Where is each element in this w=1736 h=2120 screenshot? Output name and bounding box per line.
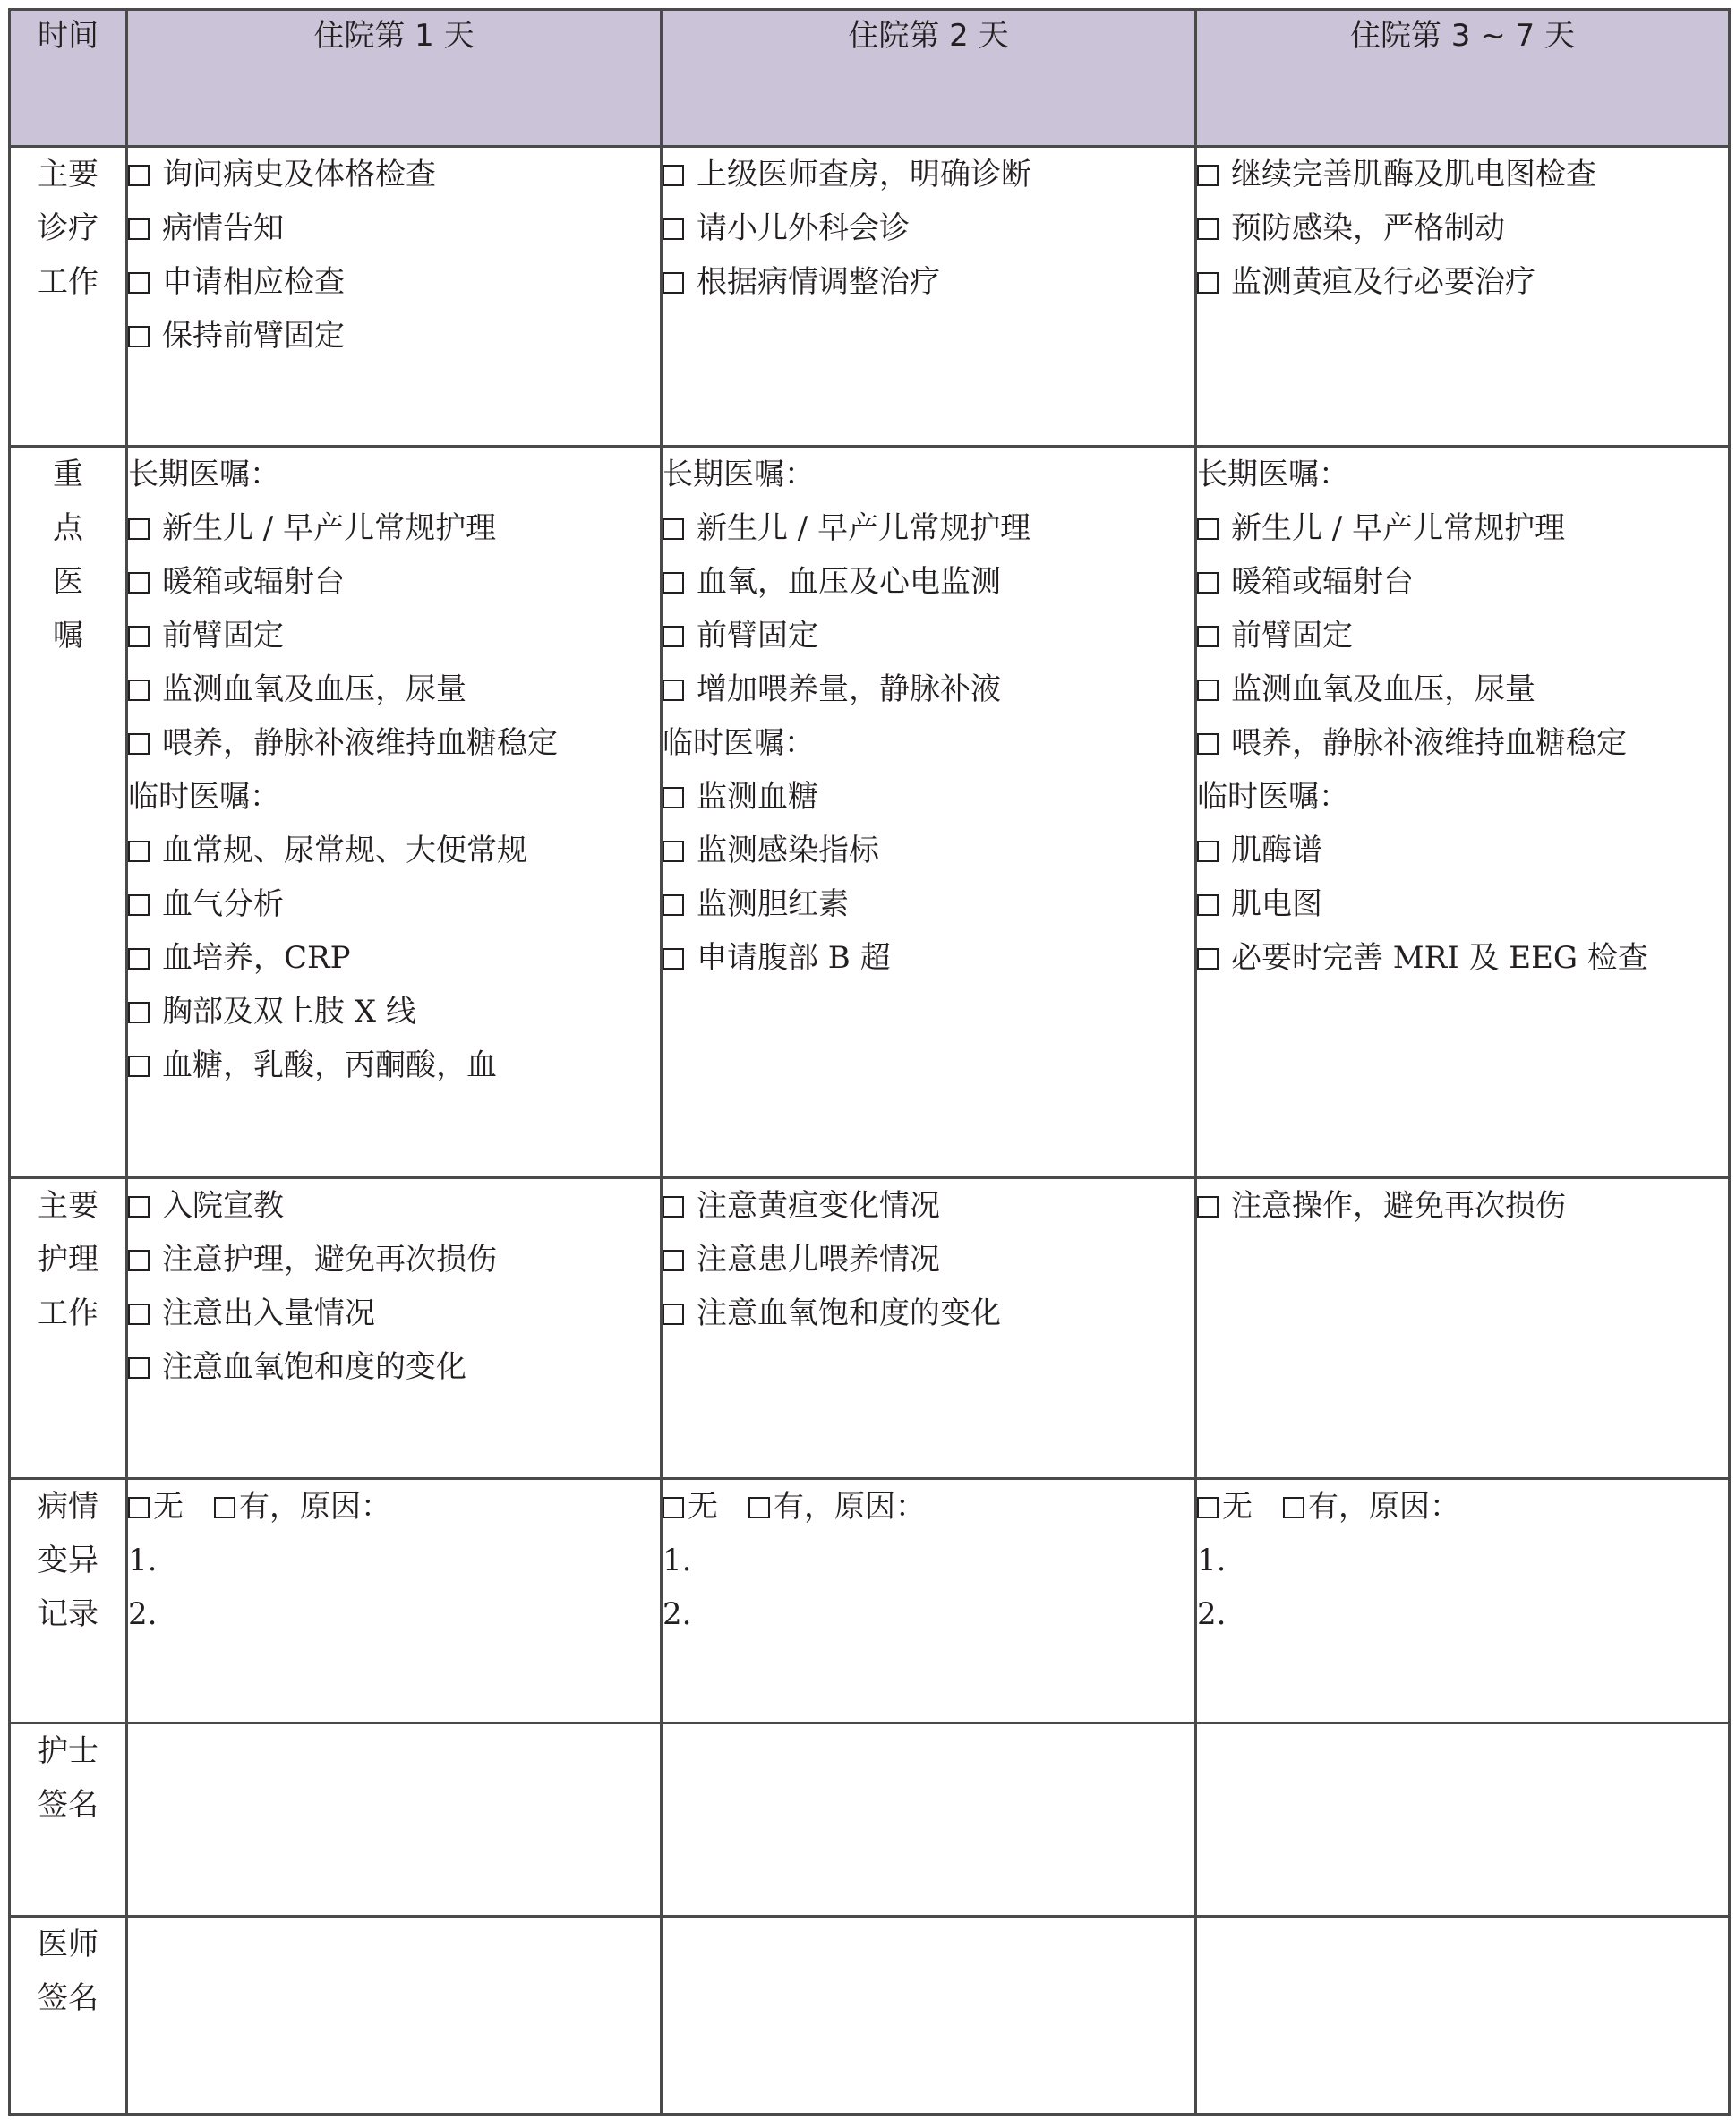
- nursing-row: [10, 1178, 1730, 1479]
- checkbox[interactable]: [128, 948, 150, 970]
- checklist-item-label: 前臂固定: [1231, 618, 1353, 654]
- checklist-item: [1197, 201, 1728, 255]
- label-line: 变异: [38, 1543, 98, 1578]
- label-line: 医: [53, 564, 83, 600]
- diagnosis-day2-cell: [662, 147, 1196, 447]
- checkbox-yes[interactable]: [1283, 1497, 1304, 1518]
- checklist-item-label: 注意出入量情况: [162, 1295, 375, 1331]
- checkbox-none[interactable]: [128, 1497, 150, 1518]
- orders-day1-long-term: [128, 501, 660, 770]
- checklist-item-label: 病情告知: [162, 210, 284, 246]
- variance-line-1[interactable]: 1.: [663, 1543, 692, 1578]
- checkbox[interactable]: [1197, 572, 1219, 594]
- checkbox[interactable]: [663, 272, 684, 294]
- row-label-diagnosis: [10, 147, 127, 447]
- checkbox[interactable]: [128, 1056, 150, 1077]
- variance-day2-cell: [662, 1479, 1196, 1723]
- orders-day2-temporary: [663, 770, 1194, 985]
- label-line: 诊疗: [38, 210, 98, 246]
- checklist-item: [128, 255, 660, 309]
- checkbox[interactable]: [1197, 948, 1219, 970]
- checklist-item: [1197, 931, 1728, 985]
- orders-day1-temporary: [128, 824, 660, 1092]
- orders-row: [10, 447, 1730, 1178]
- checklist-item-label: 监测血氧及血压，尿量: [162, 671, 466, 707]
- label-line: 签名: [38, 1787, 98, 1823]
- checklist-item: [663, 931, 1194, 985]
- checkbox[interactable]: [128, 1357, 150, 1379]
- checklist-item-label: 注意黄疸变化情况: [697, 1188, 940, 1224]
- checklist-item-label: 注意血氧饱和度的变化: [697, 1295, 1001, 1331]
- nursing-day3-7-list: [1197, 1179, 1728, 1233]
- checklist-item: [1197, 1179, 1728, 1233]
- orders-day3-7-temporary: [1197, 824, 1728, 985]
- checklist-item-label: 注意操作，避免再次损伤: [1231, 1188, 1566, 1224]
- checklist-item: [663, 148, 1194, 201]
- checkbox-none[interactable]: [663, 1497, 684, 1518]
- doctor-signature-day2[interactable]: [662, 1917, 1196, 2115]
- checkbox[interactable]: [128, 518, 150, 540]
- header-day1: 住院第 1 天: [127, 10, 662, 147]
- option-none-label: 无: [153, 1489, 184, 1525]
- checklist-item-label: 新生儿 / 早产儿常规护理: [1231, 510, 1566, 546]
- checkbox[interactable]: [128, 841, 150, 862]
- header-day3-7: 住院第 3 ~ 7 天: [1196, 10, 1730, 147]
- checkbox[interactable]: [663, 894, 684, 916]
- checklist-item: [1197, 555, 1728, 609]
- checkbox[interactable]: [1197, 272, 1219, 294]
- diagnosis-day3-7-list: [1197, 148, 1728, 309]
- checklist-item: [1197, 877, 1728, 931]
- option-none-label: 无: [1222, 1489, 1253, 1525]
- checklist-item: [663, 255, 1194, 309]
- checklist-item-label: 血常规、尿常规、大便常规: [162, 833, 527, 868]
- checkbox[interactable]: [663, 518, 684, 540]
- checklist-item: [663, 770, 1194, 824]
- checklist-item-label: 注意血氧饱和度的变化: [162, 1349, 466, 1385]
- nursing-day1-cell: [127, 1178, 662, 1479]
- checklist-item-label: 增加喂养量，静脉补液: [697, 671, 1001, 707]
- checklist-item: [663, 662, 1194, 716]
- checklist-item-label: 监测血糖: [697, 779, 818, 815]
- checklist-item: [1197, 609, 1728, 662]
- checkbox[interactable]: [128, 680, 150, 701]
- checklist-item-label: 新生儿 / 早产儿常规护理: [162, 510, 497, 546]
- variance-line-1[interactable]: 1.: [1197, 1543, 1227, 1578]
- doctor-signature-row: [10, 1917, 1730, 2115]
- checklist-item: [663, 1179, 1194, 1233]
- checklist-item-label: 喂养，静脉补液维持血糖稳定: [162, 725, 558, 761]
- option-yes-label: 有，原因：: [774, 1489, 926, 1525]
- checklist-item: [663, 1287, 1194, 1340]
- checkbox[interactable]: [663, 218, 684, 240]
- label-line: 病情: [38, 1489, 98, 1525]
- checklist-item: [128, 985, 660, 1039]
- diagnosis-day1-list: [128, 148, 660, 363]
- checkbox[interactable]: [1197, 1196, 1219, 1218]
- checklist-item-label: 血培养，CRP: [162, 940, 351, 976]
- checklist-item-label: 暖箱或辐射台: [1231, 564, 1414, 600]
- checklist-item-label: 前臂固定: [162, 618, 284, 654]
- variance-line-1[interactable]: 1.: [128, 1543, 158, 1578]
- checkbox-none[interactable]: [1197, 1497, 1219, 1518]
- variance-options: [1197, 1480, 1728, 1534]
- doctor-signature-day3-7[interactable]: [1196, 1917, 1730, 2115]
- checkbox[interactable]: [663, 787, 684, 808]
- checklist-item-label: 喂养，静脉补液维持血糖稳定: [1231, 725, 1627, 761]
- label-line: 医师: [38, 1927, 98, 1962]
- option-none-label: 无: [688, 1489, 718, 1525]
- label-line: 重: [53, 457, 83, 492]
- checkbox[interactable]: [128, 1304, 150, 1325]
- checklist-item-label: 询问病史及体格检查: [162, 157, 436, 192]
- checklist-item: [1197, 824, 1728, 877]
- checklist-item-label: 注意护理，避免再次损伤: [162, 1242, 497, 1278]
- row-label-orders: [10, 447, 127, 1178]
- checklist-item: [1197, 501, 1728, 555]
- temporary-orders-heading: 临时医嘱：: [128, 779, 280, 815]
- clinical-pathway-table: [8, 8, 1731, 2116]
- checkbox[interactable]: [663, 948, 684, 970]
- checkbox[interactable]: [663, 1196, 684, 1218]
- checkbox[interactable]: [128, 165, 150, 186]
- row-label-nurse-signature: [10, 1723, 127, 1917]
- checkbox[interactable]: [663, 626, 684, 647]
- checklist-item: [128, 148, 660, 201]
- checklist-item-label: 请小儿外科会诊: [697, 210, 910, 246]
- checklist-item: [128, 555, 660, 609]
- checklist-item: [128, 1233, 660, 1287]
- nurse-signature-day3-7[interactable]: [1196, 1723, 1730, 1917]
- checklist-item-label: 注意患儿喂养情况: [697, 1242, 940, 1278]
- checklist-item: [663, 501, 1194, 555]
- checklist-item: [663, 609, 1194, 662]
- label-line: 主要: [38, 157, 98, 192]
- checkbox[interactable]: [1197, 841, 1219, 862]
- diagnosis-day2-list: [663, 148, 1194, 309]
- label-line: 工作: [38, 264, 98, 300]
- variance-options: [663, 1480, 1194, 1534]
- checkbox[interactable]: [128, 626, 150, 647]
- checklist-item: [663, 555, 1194, 609]
- nursing-day2-cell: [662, 1178, 1196, 1479]
- checklist-item-label: 监测黄疸及行必要治疗: [1231, 264, 1535, 300]
- orders-day2-temp-heading-wrap: [663, 716, 1194, 770]
- checklist-item: [128, 931, 660, 985]
- orders-day3-7-cell: [1196, 447, 1730, 1178]
- orders-day1-list: [128, 448, 660, 501]
- checkbox[interactable]: [128, 1002, 150, 1023]
- checkbox[interactable]: [663, 1304, 684, 1325]
- label-line: 点: [53, 510, 83, 546]
- orders-day2-long-term: [663, 501, 1194, 716]
- variance-line-2[interactable]: 2.: [663, 1596, 692, 1632]
- checklist-item: [128, 609, 660, 662]
- orders-day3-7-list: [1197, 448, 1728, 501]
- checklist-item: [128, 501, 660, 555]
- checklist-item: [128, 662, 660, 716]
- checklist-item-label: 血糖，乳酸，丙酮酸，血: [162, 1047, 497, 1083]
- temporary-orders-heading: 临时医嘱：: [1197, 779, 1349, 815]
- nurse-signature-day1[interactable]: [127, 1723, 662, 1917]
- row-label-variance: [10, 1479, 127, 1723]
- label-line: 嘱: [53, 618, 83, 654]
- label-line: 主要: [38, 1188, 98, 1224]
- checklist-item-label: 肌电图: [1231, 886, 1322, 922]
- option-yes-label: 有，原因：: [239, 1489, 391, 1525]
- checklist-item-label: 保持前臂固定: [162, 318, 345, 354]
- checklist-item-label: 申请腹部 B 超: [697, 940, 891, 976]
- checkbox[interactable]: [1197, 733, 1219, 755]
- checkbox[interactable]: [663, 680, 684, 701]
- header-row: [10, 10, 1730, 147]
- orders-day2-cell: [662, 447, 1196, 1178]
- label-line: 护理: [38, 1242, 98, 1278]
- temporary-orders-heading: 临时医嘱：: [663, 725, 815, 761]
- checklist-item-label: 前臂固定: [697, 618, 818, 654]
- checklist-item: [1197, 148, 1728, 201]
- checklist-item-label: 监测胆红素: [697, 886, 849, 922]
- checkbox[interactable]: [128, 572, 150, 594]
- checklist-item: [128, 824, 660, 877]
- diagnosis-row: [10, 147, 1730, 447]
- checklist-item-label: 继续完善肌酶及肌电图检查: [1231, 157, 1596, 192]
- checklist-item: [128, 309, 660, 363]
- label-line: 签名: [38, 1980, 98, 2016]
- header-time: 时间: [10, 10, 127, 147]
- checklist-item-label: 预防感染，严格制动: [1231, 210, 1505, 246]
- checkbox[interactable]: [663, 165, 684, 186]
- checklist-item-label: 必要时完善 MRI 及 EEG 检查: [1231, 940, 1648, 976]
- checklist-item-label: 入院宣教: [162, 1188, 284, 1224]
- orders-day3-7-long-term: [1197, 501, 1728, 770]
- checklist-item: [1197, 716, 1728, 770]
- checkbox[interactable]: [663, 572, 684, 594]
- checkbox[interactable]: [128, 1196, 150, 1218]
- orders-day1-cell: [127, 447, 662, 1178]
- checklist-item: [128, 716, 660, 770]
- checklist-item: [128, 1039, 660, 1092]
- long-term-orders-heading: 长期医嘱：: [128, 457, 280, 492]
- doctor-signature-day1[interactable]: [127, 1917, 662, 2115]
- checklist-item: [663, 201, 1194, 255]
- diagnosis-day3-7-cell: [1196, 147, 1730, 447]
- checklist-item: [128, 877, 660, 931]
- variance-line-2[interactable]: 2.: [128, 1596, 158, 1632]
- header-day2: 住院第 2 天: [662, 10, 1196, 147]
- checklist-item: [1197, 255, 1728, 309]
- label-line: 记录: [38, 1596, 98, 1632]
- checklist-item-label: 上级医师查房，明确诊断: [697, 157, 1031, 192]
- checkbox[interactable]: [128, 326, 150, 347]
- checklist-item-label: 肌酶谱: [1231, 833, 1322, 868]
- checklist-item: [1197, 662, 1728, 716]
- checklist-item-label: 暖箱或辐射台: [162, 564, 345, 600]
- label-line: 工作: [38, 1295, 98, 1331]
- variance-row: [10, 1479, 1730, 1723]
- checkbox[interactable]: [663, 1250, 684, 1271]
- nursing-day1-list: [128, 1179, 660, 1394]
- checkbox[interactable]: [663, 841, 684, 862]
- variance-day1-cell: [127, 1479, 662, 1723]
- checklist-item-label: 申请相应检查: [162, 264, 345, 300]
- checklist-item: [128, 1287, 660, 1340]
- nursing-day3-7-cell: [1196, 1178, 1730, 1479]
- orders-day2-list: [663, 448, 1194, 501]
- nursing-day2-list: [663, 1179, 1194, 1340]
- checklist-item-label: 胸部及双上肢 X 线: [162, 994, 416, 1030]
- orders-day1-temp-heading-wrap: [128, 770, 660, 824]
- checkbox[interactable]: [128, 218, 150, 240]
- label-line: 护士: [38, 1733, 98, 1769]
- nurse-signature-row: [10, 1723, 1730, 1917]
- checklist-item-label: 根据病情调整治疗: [697, 264, 940, 300]
- row-label-doctor-signature: [10, 1917, 127, 2115]
- checklist-item: [128, 1179, 660, 1233]
- checklist-item-label: 监测血氧及血压，尿量: [1231, 671, 1535, 707]
- variance-line-2[interactable]: 2.: [1197, 1596, 1227, 1632]
- checklist-item: [663, 824, 1194, 877]
- diagnosis-day1-cell: [127, 147, 662, 447]
- checkbox-yes[interactable]: [748, 1497, 770, 1518]
- row-label-nursing: [10, 1178, 127, 1479]
- option-yes-label: 有，原因：: [1308, 1489, 1460, 1525]
- variance-day3-7-cell: [1196, 1479, 1730, 1723]
- checklist-item-label: 监测感染指标: [697, 833, 879, 868]
- variance-options: [128, 1480, 660, 1534]
- checkbox[interactable]: [1197, 894, 1219, 916]
- checklist-item: [663, 1233, 1194, 1287]
- long-term-orders-heading: 长期医嘱：: [663, 457, 815, 492]
- long-term-orders-heading: 长期医嘱：: [1197, 457, 1349, 492]
- checklist-item-label: 新生儿 / 早产儿常规护理: [697, 510, 1031, 546]
- orders-day3-7-temp-heading-wrap: [1197, 770, 1728, 824]
- checklist-item-label: 血氧，血压及心电监测: [697, 564, 1001, 600]
- checkbox[interactable]: [1197, 626, 1219, 647]
- checkbox[interactable]: [1197, 218, 1219, 240]
- checklist-item-label: 血气分析: [162, 886, 284, 922]
- checkbox[interactable]: [1197, 165, 1219, 186]
- checklist-item: [663, 877, 1194, 931]
- checklist-item: [128, 1340, 660, 1394]
- checkbox[interactable]: [1197, 518, 1219, 540]
- checklist-item: [128, 201, 660, 255]
- checkbox[interactable]: [128, 272, 150, 294]
- checkbox[interactable]: [128, 733, 150, 755]
- checkbox-yes[interactable]: [214, 1497, 235, 1518]
- checkbox[interactable]: [1197, 680, 1219, 701]
- nurse-signature-day2[interactable]: [662, 1723, 1196, 1917]
- checkbox[interactable]: [128, 894, 150, 916]
- checkbox[interactable]: [128, 1250, 150, 1271]
